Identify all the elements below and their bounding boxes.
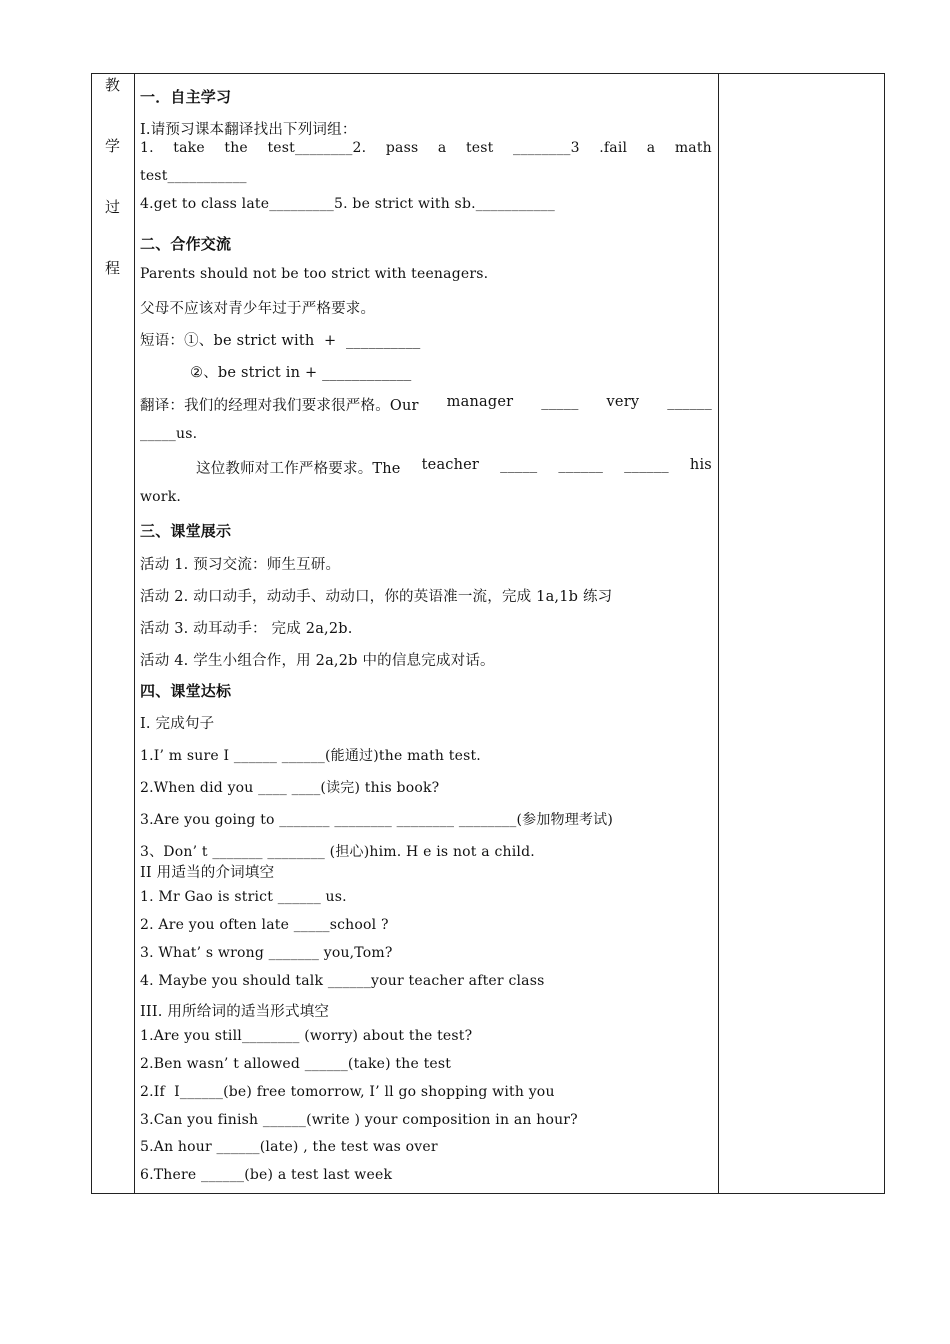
word-form-1: 1.Are you still________ (worry) about the test? xyxy=(140,1028,473,1044)
preposition-1: 1. Mr Gao is strict ______ us. xyxy=(140,889,347,905)
section-title-display: 三、课堂展示 xyxy=(140,522,232,540)
side-label-char: 教 xyxy=(104,76,120,94)
side-label-char: 学 xyxy=(104,137,120,155)
column-divider-right xyxy=(718,74,719,1193)
vocab-instruction: I.请预习课本翻译找出下列词组： xyxy=(140,122,357,138)
vocab-line-2: test___________ xyxy=(140,168,247,184)
word-form-3: 2.If I______(be) free tomorrow, I’ ll go shopping with you xyxy=(140,1084,555,1100)
sentence-3: 3.Are you going to _______ ________ ________ ________(参加物理考试) xyxy=(140,812,613,828)
sentence-2: 2.When did you ____ ____(读完) this book? xyxy=(140,780,440,796)
word-form-2: 2.Ben wasn’ t allowed ______(take) the test xyxy=(140,1056,452,1072)
side-label-char: 过 xyxy=(104,198,120,216)
sentence-4: 3、Don’ t _______ ________ (担心)him. H e is not a child. xyxy=(140,844,535,860)
translation-1-cont: _____us. xyxy=(140,426,198,442)
translation-2-cont: work. xyxy=(140,489,182,505)
phrase-2: ②、be strict in + ____________ xyxy=(190,365,412,381)
part-i-heading: I. 完成句子 xyxy=(140,716,215,732)
part-ii-heading: II 用适当的介词填空 xyxy=(140,865,275,881)
section-title-cooperation: 二、合作交流 xyxy=(140,235,232,253)
section-title-assessment: 四、课堂达标 xyxy=(140,682,232,700)
section-title-self-study: 一．自主学习 xyxy=(140,88,232,106)
translation-1: 翻译：我们的经理对我们要求很严格。Our manager _____ very ______ xyxy=(140,394,712,414)
column-divider-left xyxy=(134,74,135,1193)
activity-1: 活动 1. 预习交流：师生互研。 xyxy=(140,557,341,573)
side-label-char: 程 xyxy=(104,259,120,277)
phrase-1: 短语：①、be strict with + __________ xyxy=(140,333,421,349)
lesson-table xyxy=(91,73,885,1194)
side-label-column xyxy=(92,74,133,318)
translation-2: 这位教师对工作严格要求。The teacher _____ ______ ______ his xyxy=(196,457,712,477)
key-sentence: Parents should not be too strict with teenagers. xyxy=(140,266,489,282)
preposition-2: 2. Are you often late _____school ? xyxy=(140,917,389,933)
activity-3: 活动 3. 动耳动手： 完成 2a,2b. xyxy=(140,621,353,637)
activity-2: 活动 2. 动口动手，动动手、动动口，你的英语准一流，完成 1a,1b 练习 xyxy=(140,589,613,605)
preposition-3: 3. What’ s wrong _______ you,Tom? xyxy=(140,945,393,961)
part-iii-heading: III. 用所给词的适当形式填空 xyxy=(140,1004,330,1020)
word-form-6: 6.There ______(be) a test last week xyxy=(140,1167,393,1183)
vocab-line-1: 1. take the test________2. pass a test ________3 .fail a math xyxy=(140,140,712,156)
word-form-5: 5.An hour ______(late) , the test was over xyxy=(140,1139,438,1155)
vocab-line-3: 4.get to class late_________5. be strict with sb.___________ xyxy=(140,196,555,212)
activity-4: 活动 4. 学生小组合作，用 2a,2b 中的信息完成对话。 xyxy=(140,653,495,669)
preposition-4: 4. Maybe you should talk ______your teacher after class xyxy=(140,973,545,989)
word-form-4: 3.Can you finish ______(write ) your composition in an hour? xyxy=(140,1112,578,1128)
key-sentence-translation: 父母不应该对青少年过于严格要求。 xyxy=(140,301,376,317)
sentence-1: 1.I’ m sure I ______ ______(能通过)the math test. xyxy=(140,748,481,764)
